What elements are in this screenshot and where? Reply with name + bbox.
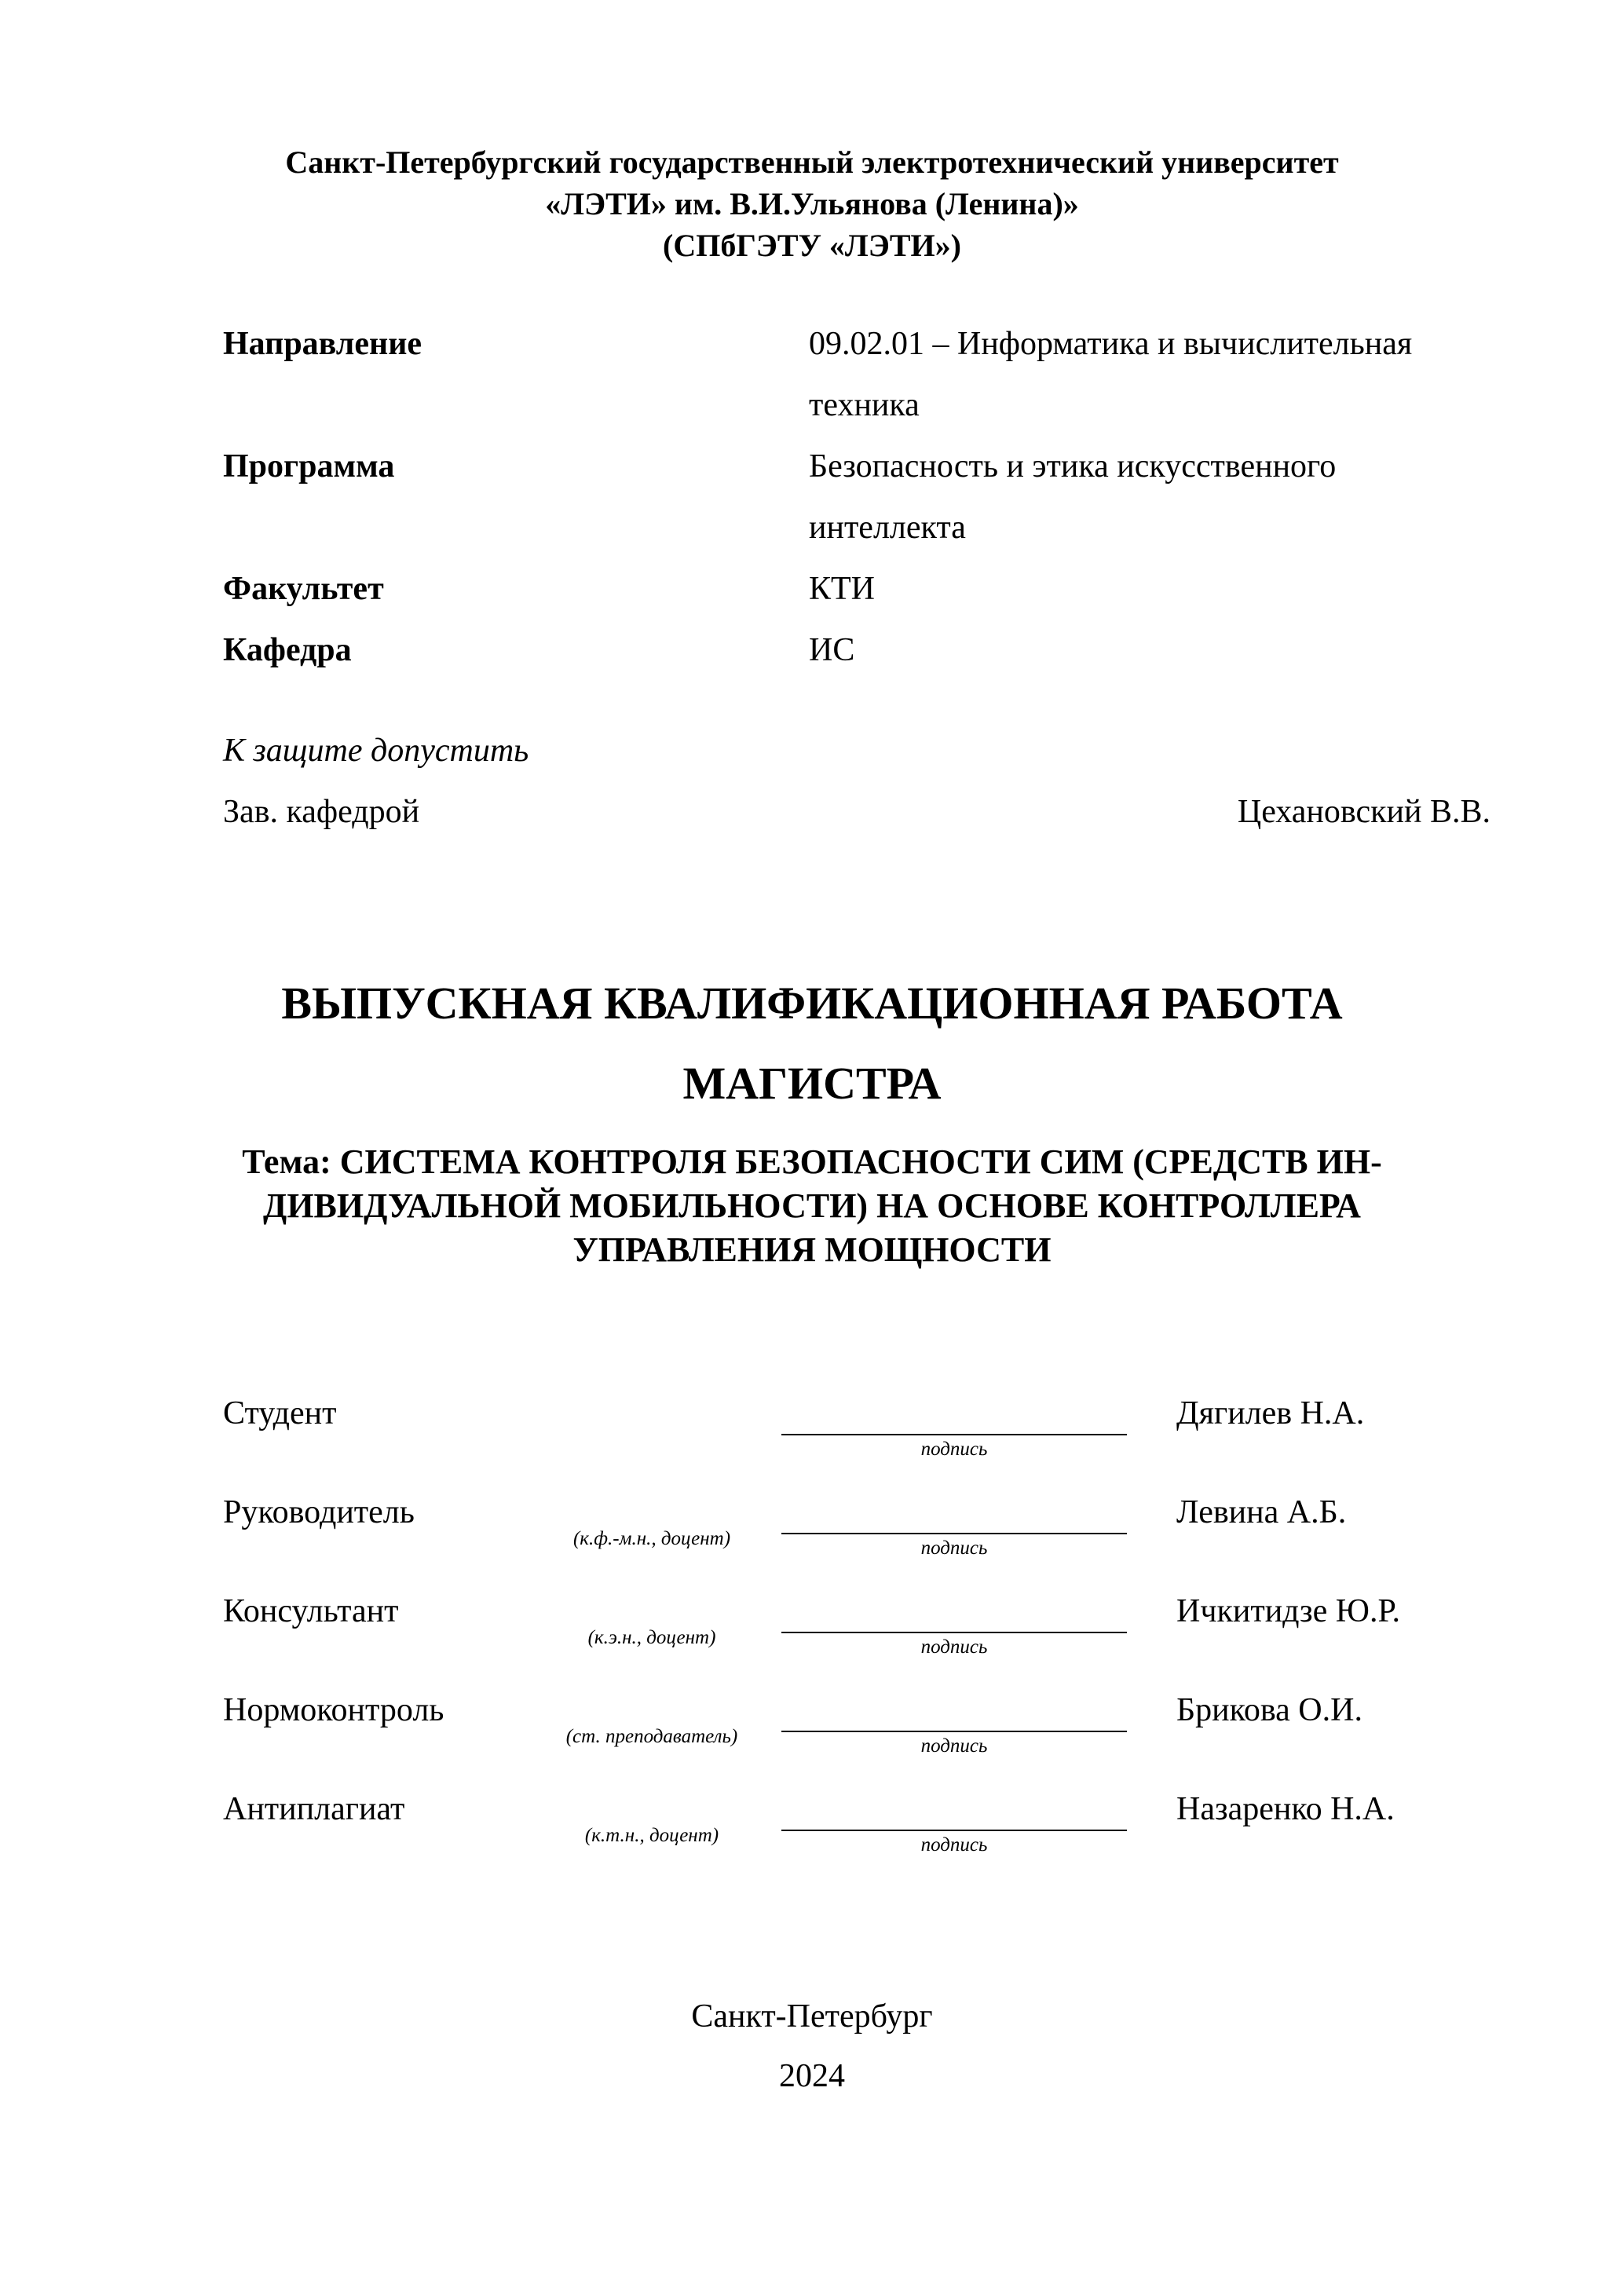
- direction-value-line1: 09.02.01 – Информатика и вычислительная: [809, 326, 1413, 362]
- thesis-theme-line3: УПРАВЛЕНИЯ МОЩНОСТИ: [572, 1230, 1052, 1269]
- signature-role: Антиплагиат: [223, 1791, 405, 1827]
- signature-line: [781, 1533, 1127, 1534]
- signature-role: Руководитель: [223, 1494, 415, 1530]
- faculty-value: КТИ: [809, 571, 875, 607]
- signature-line: [781, 1731, 1127, 1732]
- thesis-title-line2: МАГИСТРА: [682, 1058, 942, 1109]
- signatory-degree: (к.т.н., доцент): [584, 1825, 719, 1846]
- university-header: [0, 141, 1624, 266]
- signature-caption: подпись: [920, 1735, 988, 1757]
- thesis-theme-line2: ДИВИДУАЛЬНОЙ МОБИЛЬНОСТИ) НА ОСНОВЕ КОНТРОЛЛЕРА: [263, 1186, 1361, 1225]
- thesis-theme-line1: Тема: СИСТЕМА КОНТРОЛЯ БЕЗОПАСНОСТИ СИМ (СРЕДСТВ ИН-: [242, 1143, 1382, 1181]
- signature-caption: подпись: [920, 1537, 988, 1559]
- department-value: ИС: [809, 632, 855, 668]
- signatory-degree: (ст. преподаватель): [565, 1726, 738, 1747]
- university-abbreviation: (СПбГЭТУ «ЛЭТИ»): [663, 228, 961, 263]
- direction-label: Направление: [223, 326, 422, 362]
- signatory-name: Брикова О.И.: [1176, 1692, 1362, 1728]
- signatory-name: Дягилев Н.А.: [1176, 1395, 1365, 1431]
- admission-label: К защите допустить: [223, 733, 529, 769]
- faculty-label: Факультет: [223, 571, 384, 607]
- department-label: Кафедра: [223, 632, 352, 668]
- signatory-degree: (к.ф.-м.н., доцент): [572, 1528, 731, 1549]
- program-value-line2: интеллекта: [809, 510, 966, 546]
- signature-role: Нормоконтроль: [223, 1692, 444, 1728]
- signature-caption: подпись: [920, 1834, 988, 1855]
- signatory-name: Левина А.Б.: [1176, 1494, 1347, 1530]
- program-label: Программа: [223, 448, 395, 484]
- signatory-name: Ичкитидзе Ю.Р.: [1176, 1593, 1401, 1629]
- head-of-department-name: Цехановский В.В.: [1237, 794, 1490, 830]
- signature-line: [781, 1434, 1127, 1435]
- university-full-name: «ЛЭТИ» им. В.И.Ульянова (Ленина)»: [545, 186, 1079, 221]
- signature-caption: подпись: [920, 1636, 988, 1658]
- signature-role: Консультант: [223, 1593, 399, 1629]
- head-of-department-role: Зав. кафедрой: [223, 794, 420, 830]
- signature-caption: подпись: [920, 1439, 988, 1460]
- signature-role: Студент: [223, 1395, 337, 1431]
- signature-line: [781, 1830, 1127, 1831]
- signatory-degree: (к.э.н., доцент): [587, 1627, 716, 1648]
- thesis-theme: [0, 1140, 1624, 1272]
- direction-value-line2: техника: [809, 387, 920, 423]
- footer-city: Санкт-Петербург: [691, 1998, 933, 2035]
- signature-line: [781, 1632, 1127, 1633]
- signatory-name: Назаренко Н.А.: [1176, 1791, 1395, 1827]
- program-value-line1: Безопасность и этика искусственного: [809, 448, 1337, 484]
- thesis-title-line1: ВЫПУСКНАЯ КВАЛИФИКАЦИОННАЯ РАБОТА: [281, 978, 1343, 1029]
- university-name: Санкт-Петербургский государственный электротехнический университет: [285, 144, 1339, 180]
- footer-year: 2024: [779, 2058, 845, 2094]
